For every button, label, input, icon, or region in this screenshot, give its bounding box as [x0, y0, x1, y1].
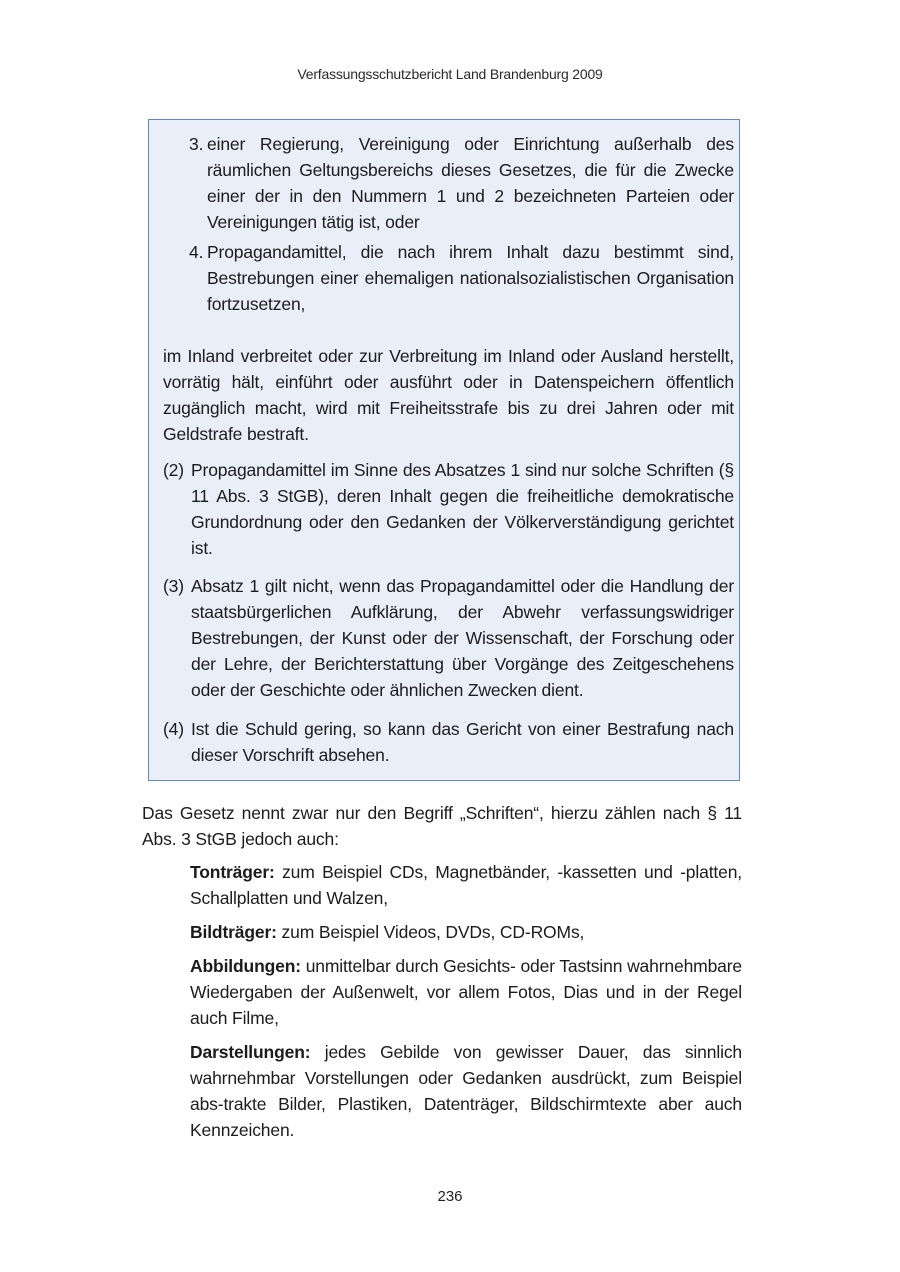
- law-item-number: 4.: [189, 242, 204, 262]
- law-continuation: im Inland verbreitet oder zur Verbreitung im Inland oder Ausland herstellt, vorrätig hält, einführt oder ausführt oder in Datenspeichern öffentlich zugänglich macht, wird mit Freiheitsstrafe bis zu drei Jahren oder mit Geldstrafe bestraft.: [163, 346, 734, 444]
- absatz-text: Ist die Schuld gering, so kann das Gericht von einer Bestrafung nach dieser Vorschrift absehen.: [191, 719, 734, 765]
- running-header: Verfassungsschutzbericht Land Brandenburg 2009: [297, 66, 603, 82]
- definition-tontraeger: [190, 859, 742, 911]
- definition-text: zum Beispiel CDs, Magnetbänder, -kassetten und -platten, Schallplatten und Walzen,: [190, 862, 742, 908]
- law-absatz-3: [163, 573, 734, 703]
- law-item-number: 3.: [189, 134, 204, 154]
- definition-darstellungen: [190, 1039, 742, 1143]
- law-item-text: einer Regierung, Vereinigung oder Einrichtung außerhalb des räumlichen Geltungsbereichs dieses Gesetzes, die für die Zwecke einer der in den Nummern 1 und 2 bezeichneten Parteien oder Vereinigungen tätig ist, oder: [207, 134, 734, 232]
- absatz-number: (4): [163, 719, 184, 739]
- law-item-3: [189, 131, 734, 235]
- absatz-number: (3): [163, 576, 184, 596]
- absatz-number: (2): [163, 460, 184, 480]
- body-intro: Das Gesetz nennt zwar nur den Begriff „Schriften“, hierzu zählen nach § 11 Abs. 3 StGB jedoch auch:: [142, 803, 742, 849]
- absatz-text: Propagandamittel im Sinne des Absatzes 1 sind nur solche Schriften (§ 11 Abs. 3 StGB), deren Inhalt gegen die freiheitliche demokratische Grundordnung oder den Gedanken der Völkerverständigung gerichtet ist.: [191, 460, 734, 558]
- definition-abbildungen: [190, 953, 742, 1031]
- definition-term: Tonträger:: [190, 862, 275, 882]
- definition-term: Abbildungen:: [190, 956, 301, 976]
- law-absatz-4: [163, 716, 734, 768]
- law-item-text: Propagandamittel, die nach ihrem Inhalt dazu bestimmt sind, Bestrebungen einer ehemaligen nationalsozialistischen Organisation fortzusetzen,: [207, 242, 734, 314]
- definition-text: zum Beispiel Videos, DVDs, CD-ROMs,: [276, 922, 585, 942]
- absatz-text: Absatz 1 gilt nicht, wenn das Propagandamittel oder die Handlung der staatsbürgerlichen Aufklärung, der Abwehr verfassungswidriger Bestrebungen, der Kunst oder der Wissenschaft, der Forschung oder der Lehre, der Berichterstattung über Vorgänge des Zeitgeschehens oder der Geschichte oder ähnlichen Zwecken dient.: [191, 576, 734, 700]
- law-item-4: [189, 239, 734, 317]
- definition-bildtraeger: [190, 919, 742, 945]
- page-number: 236: [437, 1188, 463, 1205]
- law-absatz-2: [163, 457, 734, 561]
- definition-term: Darstellungen:: [190, 1042, 311, 1062]
- definition-term: Bildträger:: [190, 922, 277, 942]
- definition-text: unmittelbar durch Gesichts- oder Tastsinn wahrnehmbare Wiedergaben der Außenwelt, vor allem Fotos, Dias und in der Regel auch Filme,: [190, 956, 742, 1028]
- definition-text: jedes Gebilde von gewisser Dauer, das sinnlich wahrnehmbar Vorstellungen oder Gedanken ausdrückt, zum Beispiel abs-trakte Bilder, Plastiken, Datenträger, Bildschirmtexte aber auch Kennzeichen.: [190, 1042, 742, 1140]
